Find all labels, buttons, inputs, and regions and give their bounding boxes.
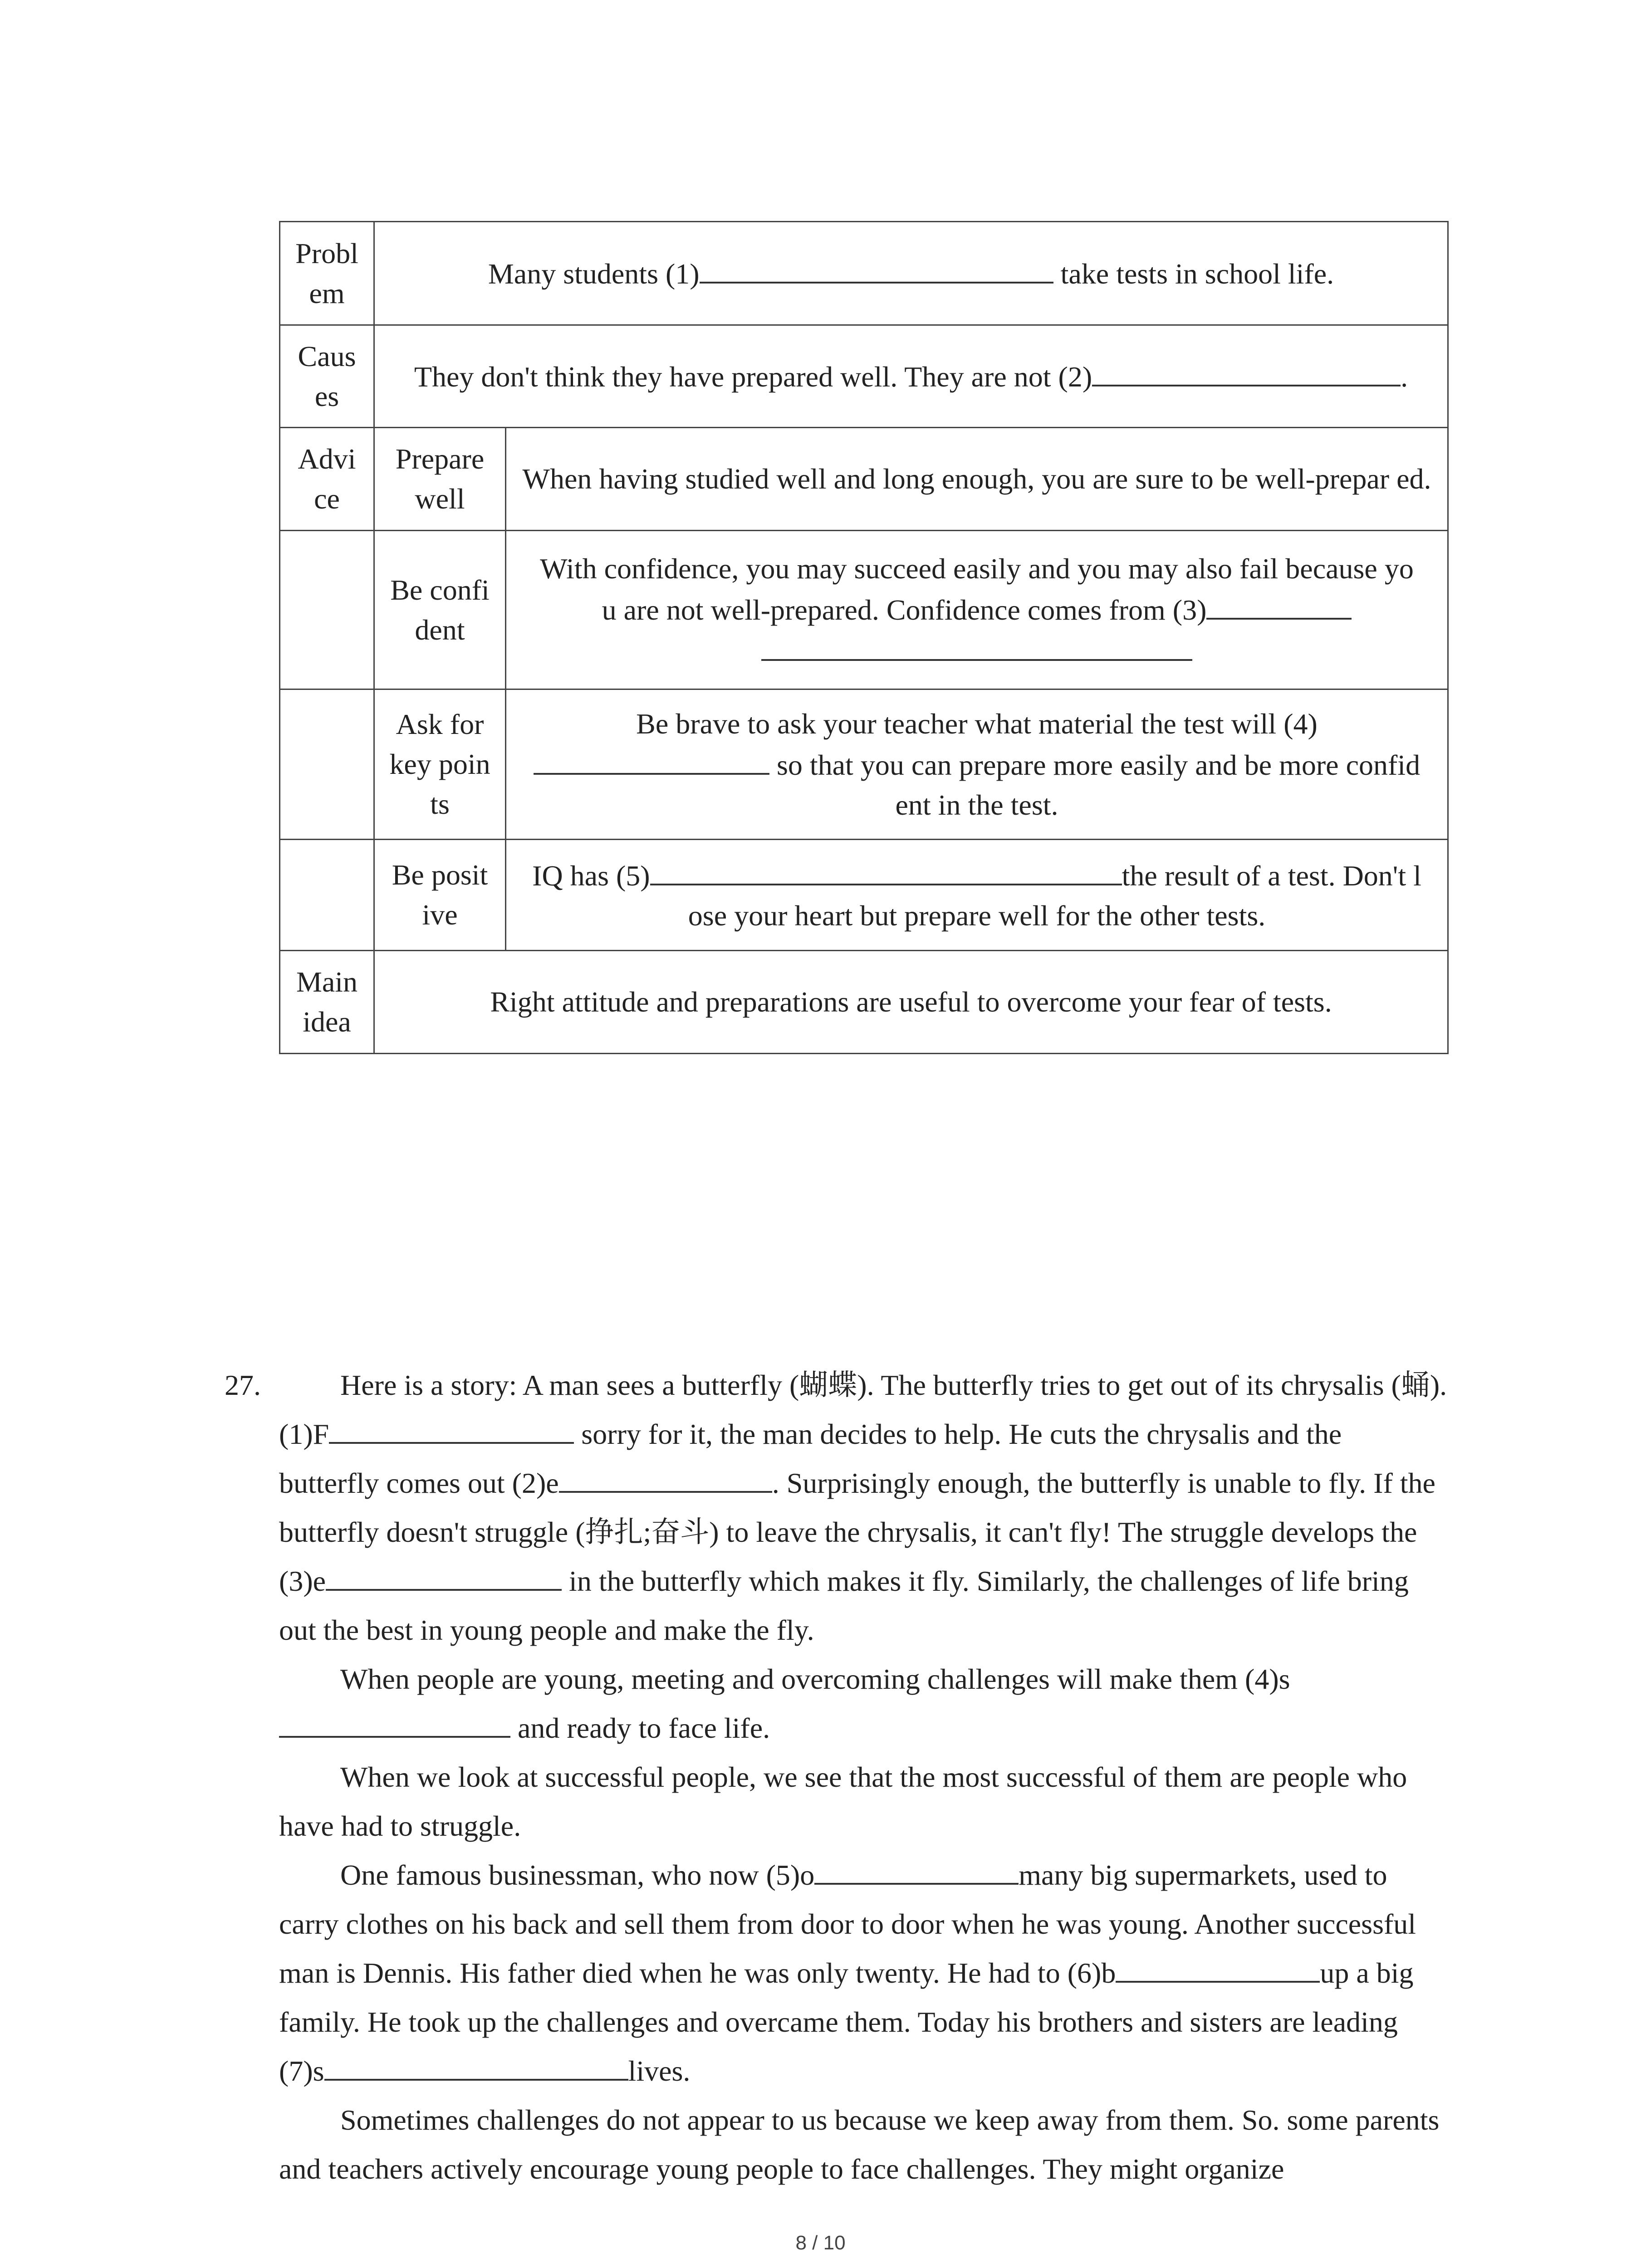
p2-text-b: and ready to face life.: [510, 1712, 770, 1744]
be-confident-line1: With confidence, you may succeed easily and you may also fail because yo: [540, 552, 1414, 585]
page-number: 8 / 10: [795, 2232, 846, 2254]
table-row-be-positive: [280, 840, 1448, 951]
question-number: 27.: [225, 1369, 261, 1401]
p4-text-d: lives.: [628, 2055, 691, 2087]
row-label-causes: Caus es: [280, 325, 374, 428]
blank-4[interactable]: [534, 744, 769, 775]
positive-text-after: the result of a test. Don't l ose your heart but prepare well for the other tests.: [688, 859, 1421, 932]
gap-3[interactable]: [326, 1562, 562, 1591]
empty-cell: [280, 840, 374, 951]
blank-1[interactable]: [700, 253, 1053, 284]
causes-cell: [374, 325, 1448, 428]
table-row-problem: [280, 222, 1448, 325]
row-label-problem: Probl em: [280, 222, 374, 325]
p1-text-d: in the butterfly which makes it fly. Similarly, the challenges of life bring out the best in young people and make the fly.: [279, 1565, 1409, 1646]
blank-3-line: [513, 630, 1441, 671]
passage: [279, 1361, 1447, 2194]
p4-text-c: up a big family. He took up the challenges and overcame them. Today his brothers and sisters are leading (7)s: [279, 1957, 1414, 2087]
causes-text-after: .: [1401, 361, 1408, 393]
gap-7[interactable]: [324, 2052, 628, 2081]
sub-label-be-positive: Be posit ive: [374, 840, 506, 951]
p4-text-b: many big supermarkets, used to carry clothes on his back and sell them from door to door when he was young. Another successful man is Dennis. His father died when he was only twenty. He had to (6)b: [279, 1859, 1416, 1989]
problem-cell: [374, 222, 1448, 325]
problem-text-after: take tests in school life.: [1053, 258, 1334, 290]
gap-2[interactable]: [559, 1464, 772, 1493]
row-label-advice: Advi ce: [280, 428, 374, 531]
p4-text-a: One famous businessman, who now (5)o: [340, 1859, 815, 1891]
paragraph-2: [279, 1655, 1447, 1753]
sub-label-be-confident: Be confi dent: [374, 531, 506, 689]
empty-cell: [280, 689, 374, 840]
gap-6[interactable]: [1116, 1954, 1320, 1983]
be-confident-line2: u are not well-prepared. Confidence comes from (3): [602, 593, 1207, 626]
paragraph-4: [279, 1851, 1447, 2096]
table-row-main-idea: [280, 951, 1448, 1054]
paragraph-5: Sometimes challenges do not appear to us because we keep away from them. So. some parents and teachers actively encourage young people to face challenges. They might organize: [279, 2104, 1440, 2185]
ask-line2-wrap: [513, 744, 1441, 825]
paragraph-3: When we look at successful people, we see that the most successful of them are people who have had to struggle.: [279, 1761, 1407, 1842]
p1-text-a: Here is a story: A man sees a butterfly (蝴蝶). The butterfly tries to get out of its chrysalis (蛹). (1)F: [279, 1369, 1447, 1450]
ask-key-points-cell: [506, 689, 1448, 840]
table-row-be-confident: [280, 531, 1448, 689]
prepare-well-text: When having studied well and long enough, you are sure to be well-prepar ed.: [506, 428, 1448, 531]
table-row-prepare-well: [280, 428, 1448, 531]
ask-text-after: so that you can prepare more easily and be more confid ent in the test.: [769, 748, 1421, 821]
gap-1[interactable]: [329, 1415, 574, 1444]
blank-2[interactable]: [1092, 356, 1401, 386]
table-row-causes: [280, 325, 1448, 428]
ask-line1: Be brave to ask your teacher what material the test will (4): [636, 707, 1318, 740]
be-positive-cell: [506, 840, 1448, 951]
table-row-ask-key-points: [280, 689, 1448, 840]
be-confident-cell: [506, 531, 1448, 689]
empty-cell: [280, 531, 374, 689]
p1-text-b: sorry for it, the man decides to help. He cuts the chrysalis and the butterfly comes out (2)e: [279, 1418, 1342, 1499]
p1-text-c: . Surprisingly enough, the butterfly is unable to fly. If the butterfly doesn't struggle (挣扎;奋斗) to leave the chrysalis, it can't fly! The struggle develops the (3)e: [279, 1467, 1435, 1597]
gap-4[interactable]: [279, 1709, 510, 1738]
causes-text-before: They don't think they have prepared well. They are not (2): [414, 361, 1092, 393]
sub-label-prepare-well: Prepare well: [374, 428, 506, 531]
blank-3b[interactable]: [761, 630, 1192, 661]
outline-table: [279, 221, 1449, 1054]
gap-5[interactable]: [814, 1856, 1019, 1885]
row-label-main-idea: Main idea: [280, 951, 374, 1054]
paragraph-1: [279, 1361, 1447, 1655]
main-idea-text: Right attitude and preparations are useful to overcome your fear of tests.: [374, 951, 1448, 1054]
problem-text-before: Many students (1): [488, 258, 700, 290]
blank-3a[interactable]: [1206, 589, 1352, 620]
positive-text-before: IQ has (5): [532, 859, 650, 892]
blank-5[interactable]: [650, 855, 1122, 885]
sub-label-ask-key-points: Ask for key poin ts: [374, 689, 506, 840]
p2-text-a: When people are young, meeting and overcoming challenges will make them (4)s: [340, 1663, 1290, 1695]
be-confident-line2-wrap: [513, 589, 1441, 630]
